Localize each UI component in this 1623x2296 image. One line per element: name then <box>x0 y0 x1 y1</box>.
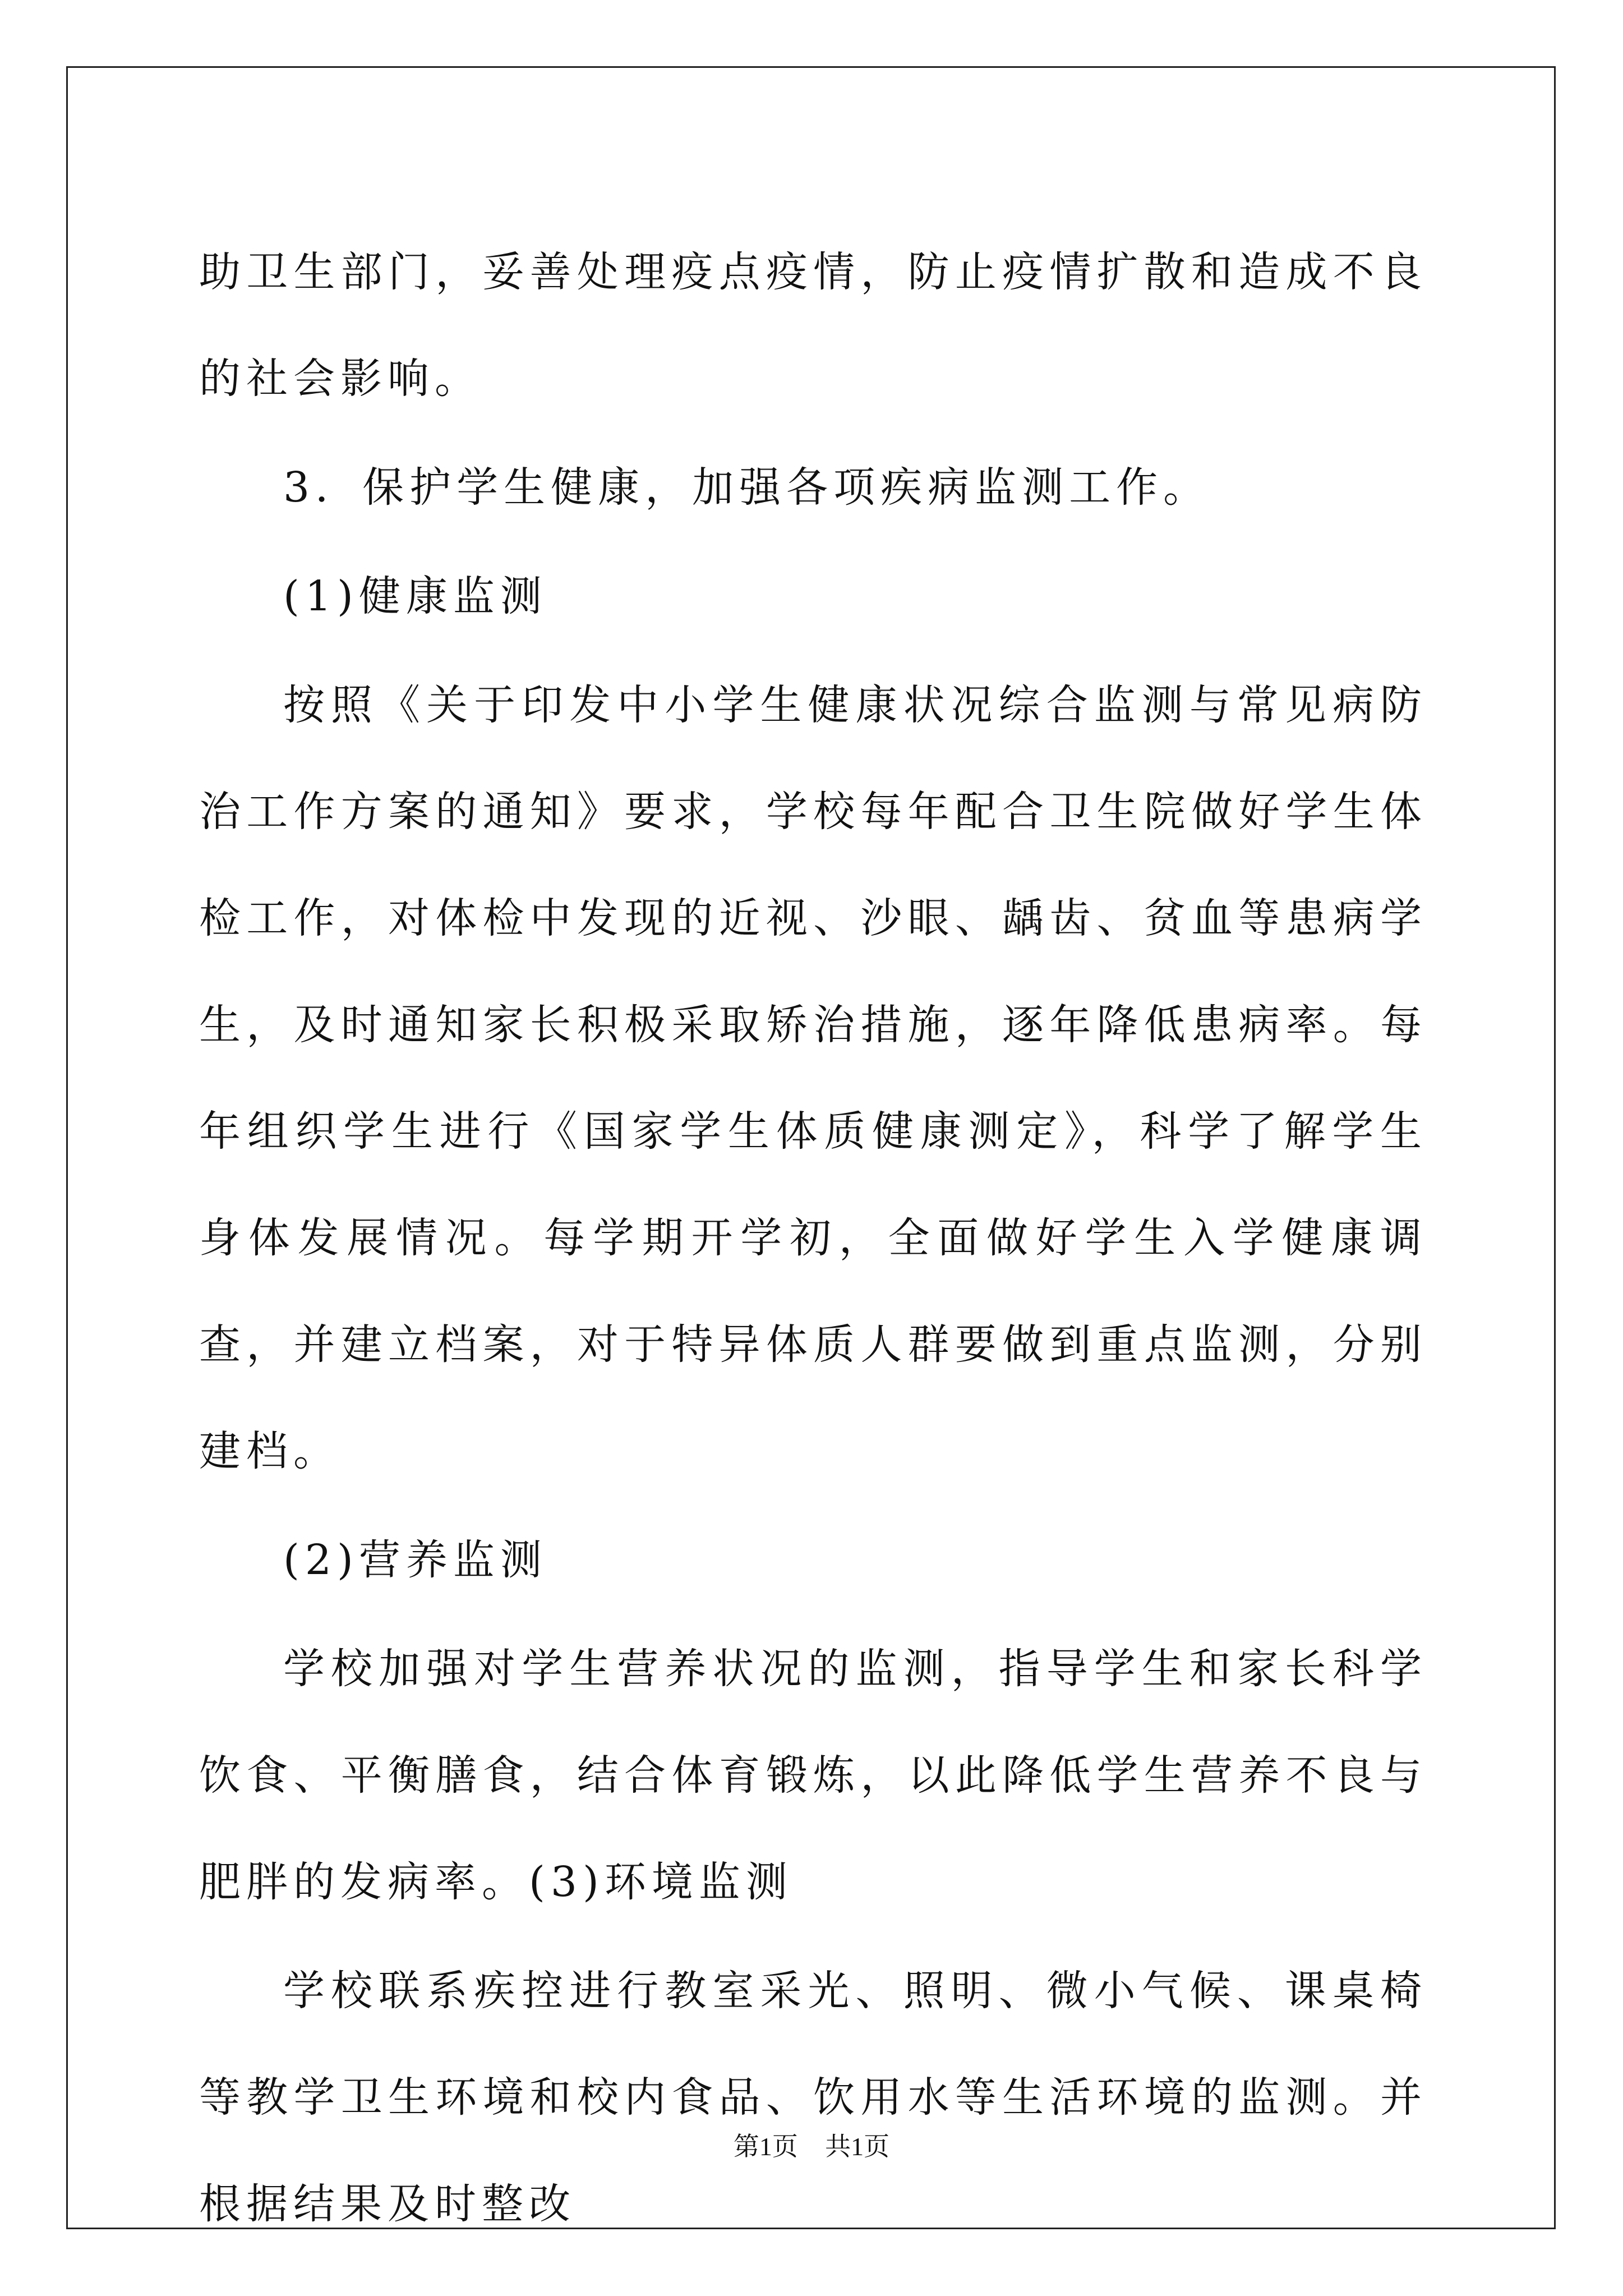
page-total: 共1页 <box>825 2132 890 2161</box>
page-footer <box>0 2126 1623 2163</box>
paragraph: 学校加强对学生营养状况的监测，指导学生和家长科学饮食、平衡膳食，结合体育锻炼，以此降低学生营养不良与肥胖的发病率。(3)环境监测 <box>199 1645 1427 1906</box>
paragraph: 3．保护学生健康，加强各项疾病监测工作。 <box>283 463 1211 512</box>
section-heading: (1)健康监测 <box>283 572 547 620</box>
paragraph: 助卫生部门，妥善处理疫点疫情，防止疫情扩散和造成不良的社会影响。 <box>199 248 1427 403</box>
page-number: 第1页 <box>733 2132 798 2161</box>
paragraph: 按照《关于印发中小学生健康状况综合监测与常见病防治工作方案的通知》要求，学校每年配合卫生院做好学生体检工作，对体检中发现的近视、沙眼、龋齿、贫血等患病学生，及时通知家长积极采取矫治措施，逐年降低患病率。每年组织学生进行《国家学生体质健康测定》，科学了解学生身体发展情况。每学期开学初，全面做好学生入学健康调查，并建立档案，对于特异体质人群要做到重点监测，分别建档。 <box>199 681 1427 1475</box>
document-body <box>199 219 1427 2260</box>
section-heading: (2)营养监测 <box>283 1536 547 1584</box>
paragraph: 学校联系疾控进行教室采光、照明、微小气候、课桌椅等教学卫生环境和校内食品、饮用水等生活环境的监测。并根据结果及时整改 <box>199 1967 1427 2228</box>
